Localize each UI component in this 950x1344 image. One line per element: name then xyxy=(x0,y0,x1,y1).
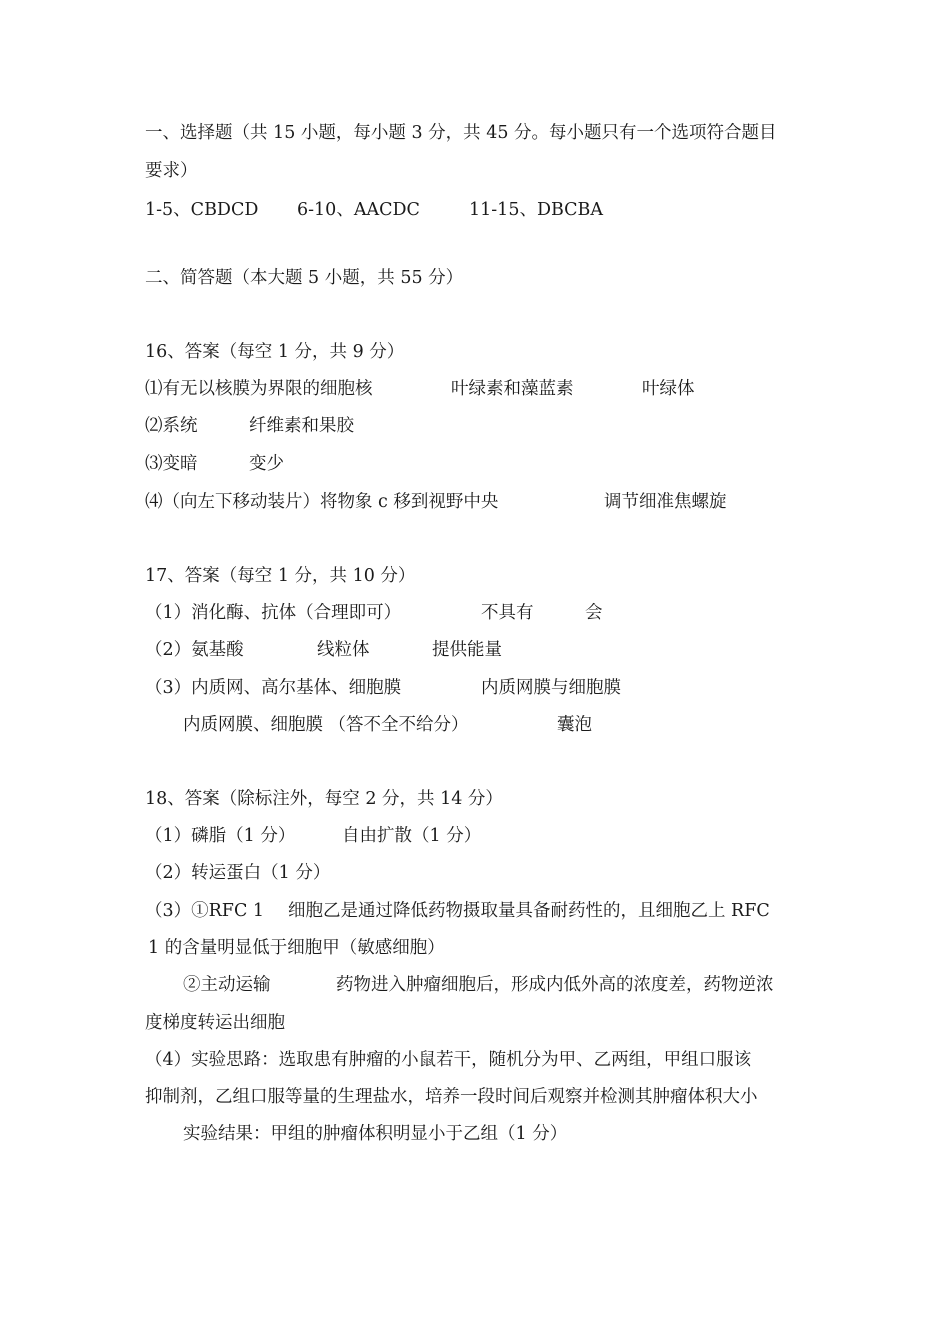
q17-answer-1-2: 不具有 xyxy=(481,603,534,623)
section1-heading-text: 一、选择题（共 15 小题，每小题 3 分，共 45 分。每小题只有一个选项符合题目 xyxy=(145,123,777,143)
answer-group-3: 11-15、DBCBA xyxy=(469,200,604,220)
q18-experiment-idea: （4）实验思路：选取患有肿瘤的小鼠若干，随机分为甲、乙两组，甲组口服该 xyxy=(145,1050,752,1070)
q18-answer-5-1: ②主动运输 xyxy=(183,975,271,995)
q18-answer-2-1: （2）转运蛋白（1 分） xyxy=(145,863,331,883)
answer-group-2: 6-10、AACDC xyxy=(297,200,420,220)
q18-answer-3-2: 细胞乙是通过降低药物摄取量具备耐药性的，且细胞乙上 RFC xyxy=(288,901,770,921)
q17-answer-3-1: （3）内质网、高尔基体、细胞膜 xyxy=(145,678,402,698)
q17-answer-2-3: 提供能量 xyxy=(432,640,502,660)
q16-answer-3-1: ⑶变暗 xyxy=(145,454,198,474)
answer-group-1: 1-5、CBDCD xyxy=(145,200,259,220)
q18-answer-5-2: 药物进入肿瘤细胞后，形成内低外高的浓度差，药物逆浓 xyxy=(336,975,774,995)
q18-answer-3-1: （3）①RFC 1 xyxy=(145,901,265,921)
q17-answer-3-2: 内质网膜与细胞膜 xyxy=(481,678,621,698)
q17-answer-2-1: （2）氨基酸 xyxy=(145,640,244,660)
q18-answer-3-cont: 1 的含量明显低于细胞甲（敏感细胞） xyxy=(148,938,445,958)
q18-answer-5-cont: 度梯度转运出细胞 xyxy=(145,1013,285,1033)
q16-answer-4-1: ⑷（向左下移动装片）将物象 c 移到视野中央 xyxy=(145,492,499,512)
q16-answer-1-3: 叶绿体 xyxy=(642,379,695,399)
q16-answer-2-2: 纤维素和果胶 xyxy=(249,416,354,436)
q16-answer-3-2: 变少 xyxy=(249,454,284,474)
section2-heading-text: 二、简答题（本大题 5 小题，共 55 分） xyxy=(145,268,464,288)
section1-heading-text-cont: 要求） xyxy=(145,161,198,181)
q18-heading-text: 18、答案（除标注外，每空 2 分，共 14 分） xyxy=(145,789,503,809)
q18-experiment-idea-cont: 抑制剂，乙组口服等量的生理盐水，培养一段时间后观察并检测其肿瘤体积大小 xyxy=(145,1087,758,1107)
q17-heading-text: 17、答案（每空 1 分，共 10 分） xyxy=(145,566,416,586)
q17-answer-1-1: （1）消化酶、抗体（合理即可） xyxy=(145,603,402,623)
q16-heading-text: 16、答案（每空 1 分，共 9 分） xyxy=(145,342,405,362)
q18-answer-1-2: 自由扩散（1 分） xyxy=(342,826,482,846)
q16-answer-1-2: 叶绿素和藻蓝素 xyxy=(451,379,574,399)
q18-answer-1-1: （1）磷脂（1 分） xyxy=(145,826,296,846)
q16-answer-2-1: ⑵系统 xyxy=(145,416,198,436)
q18-experiment-result: 实验结果：甲组的肿瘤体积明显小于乙组（1 分） xyxy=(183,1124,568,1144)
q17-answer-4-1: 内质网膜、细胞膜 （答不全不给分） xyxy=(183,715,469,735)
q16-answer-4-2: 调节细准焦螺旋 xyxy=(604,492,727,512)
q17-answer-4-2: 囊泡 xyxy=(557,715,592,735)
q16-answer-1-1: ⑴有无以核膜为界限的细胞核 xyxy=(145,379,373,399)
q17-answer-1-3: 会 xyxy=(585,603,603,623)
q17-answer-2-2: 线粒体 xyxy=(317,640,370,660)
